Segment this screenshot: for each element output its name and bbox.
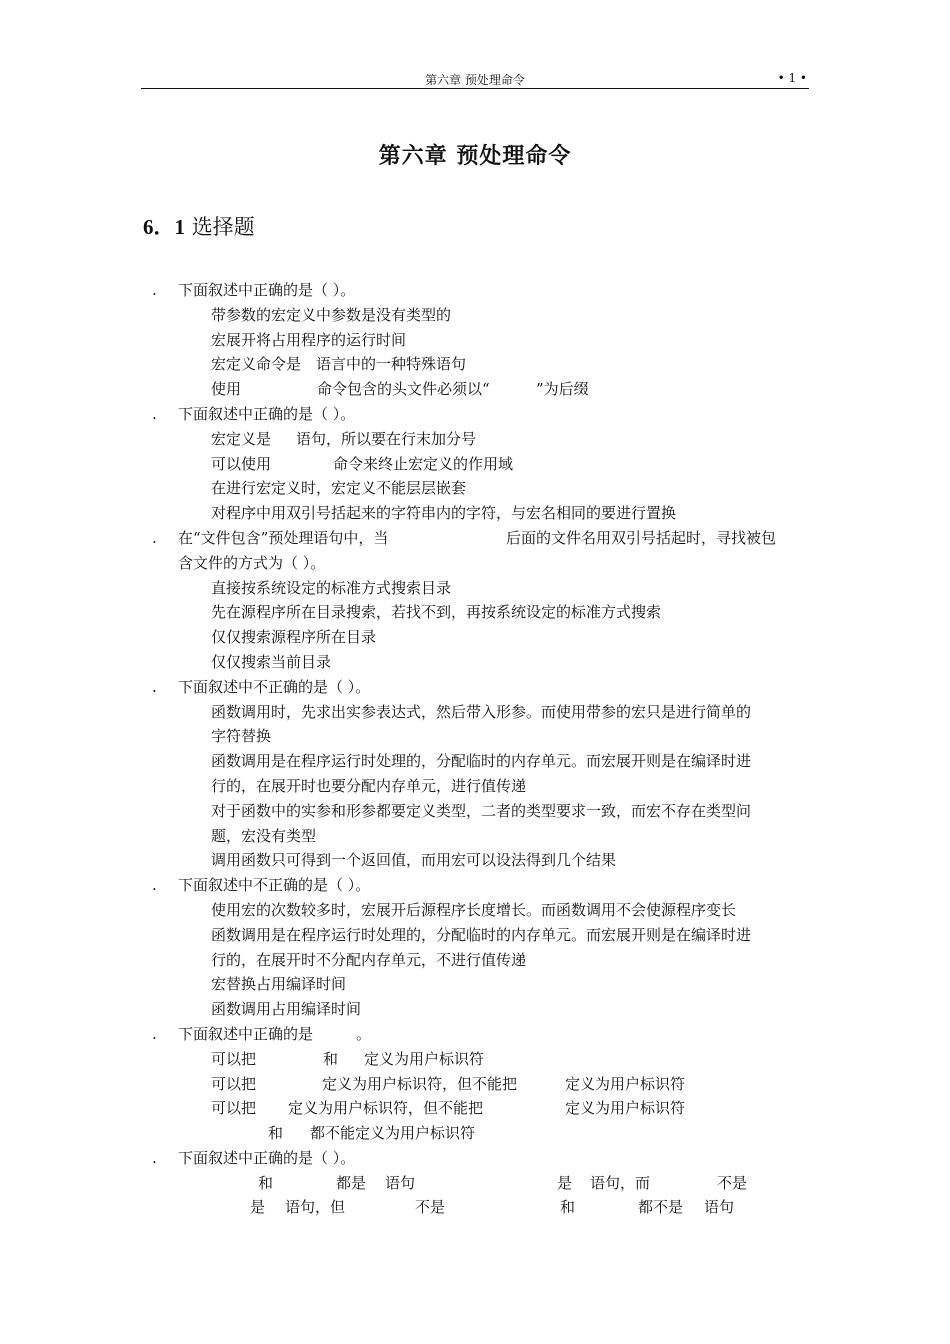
question-list <box>0 278 950 1220</box>
option-line <box>0 997 950 1022</box>
line-text: 都是 <box>336 1173 367 1192</box>
option-line <box>0 923 950 948</box>
option-line <box>0 476 950 501</box>
line-text: 字符替换 <box>211 727 272 746</box>
line-text: 行的，在展开时不分配内存单元，不进行值传递 <box>211 950 527 969</box>
line-text: 使用宏的次数较多时，宏展开后源程序长度增长。而函数调用不会使源程序变长 <box>211 900 737 919</box>
line-text: 先在源程序所在目录搜索，若找不到，再按系统设定的标准方式搜索 <box>211 603 662 622</box>
line-text: 宏替换占用编译时间 <box>211 975 347 994</box>
option-line <box>0 600 950 625</box>
line-text: 定义为用户标识符，但不能把 <box>288 1099 484 1118</box>
question-line <box>0 675 950 700</box>
line-text: 是 <box>557 1173 573 1192</box>
line-text: 函数调用是在程序运行时处理的，分配临时的内存单元。而宏展开则是在编译时进 <box>211 925 752 944</box>
option-line <box>0 1047 950 1072</box>
line-text: 可以把 <box>211 1074 257 1093</box>
line-text: 语言中的一种特殊语句 <box>316 355 467 374</box>
question-line <box>0 402 950 427</box>
line-text: 下面叙述中正确的是（ ）。 <box>178 404 356 423</box>
line-text: 行的，在展开时也要分配内存单元，进行值传递 <box>211 776 527 795</box>
line-text: 下面叙述中正确的是（ ）。 <box>178 1148 356 1167</box>
question-bullet: . <box>152 1024 157 1043</box>
continuation-line <box>0 551 950 576</box>
line-text: 语句，但 <box>285 1198 346 1217</box>
line-text: 语句，而 <box>590 1173 651 1192</box>
line-text: 后面的文件名用双引号括起时，寻找被包 <box>506 528 777 547</box>
line-text: 定义为用户标识符 <box>364 1049 485 1068</box>
line-text: 定义为用户标识符，但不能把 <box>322 1074 518 1093</box>
option-line <box>0 1072 950 1097</box>
option-line <box>0 501 950 526</box>
option-line <box>0 328 950 353</box>
section-heading <box>143 211 255 241</box>
line-text: 对于函数中的实参和形参都要定义类型，二者的类型要求一致，而宏不存在类型问 <box>211 801 752 820</box>
line-text: 不是 <box>415 1198 446 1217</box>
line-text: 宏展开将占用程序的运行时间 <box>211 330 407 349</box>
question-line <box>0 1022 950 1047</box>
option-line <box>0 303 950 328</box>
question-line <box>0 873 950 898</box>
question-bullet: . <box>152 677 157 696</box>
question-bullet: . <box>152 876 157 895</box>
line-text: 宏定义是 <box>211 429 272 448</box>
line-text: 定义为用户标识符 <box>565 1099 686 1118</box>
option-line <box>0 452 950 477</box>
question-line <box>0 278 950 303</box>
line-text: 仅仅搜索源程序所在目录 <box>211 628 377 647</box>
option-line <box>0 799 950 824</box>
line-text: 下面叙述中正确的是 <box>178 1024 314 1043</box>
line-text: 使用 <box>211 380 242 399</box>
line-text: 对程序中用双引号括起来的字符串内的字符，与宏名相同的要进行置换 <box>211 504 677 523</box>
line-text: 和 <box>258 1173 274 1192</box>
line-text: 语句 <box>704 1198 735 1217</box>
question-line <box>0 526 950 551</box>
line-text: 。 <box>356 1024 372 1043</box>
option-line <box>0 898 950 923</box>
line-text: 在“文件包含”预处理语句中，当 <box>178 528 389 547</box>
line-text: 可以使用 <box>211 454 272 473</box>
line-text: 和 <box>323 1049 339 1068</box>
line-text: 在进行宏定义时，宏定义不能层层嵌套 <box>211 479 467 498</box>
line-text: 下面叙述中正确的是（ ）。 <box>178 281 356 299</box>
line-text: 可以把 <box>211 1049 257 1068</box>
option-line <box>0 749 950 774</box>
line-text: 定义为用户标识符 <box>565 1074 686 1093</box>
line-text: ”为后缀 <box>536 380 589 399</box>
line-text: 可以把 <box>211 1099 257 1118</box>
continuation-line <box>0 774 950 799</box>
question-line <box>0 1146 950 1171</box>
header-title: 第六章 预处理命令 <box>425 73 525 87</box>
continuation-line <box>0 824 950 849</box>
line-text: 命令包含的头文件必须以“ <box>317 380 490 399</box>
option-line <box>0 576 950 601</box>
line-text: 语句，所以要在行末加分号 <box>296 429 477 448</box>
line-text: 宏定义命令是 <box>211 355 302 374</box>
line-text: 函数调用时，先求出实参表达式，然后带入形参。而使用带参的宏只是进行简单的 <box>211 702 752 721</box>
line-text: 是 <box>250 1198 266 1217</box>
option-line <box>0 1121 950 1146</box>
option-line <box>0 650 950 675</box>
line-text: 语句 <box>385 1173 416 1192</box>
option-line <box>0 1096 950 1121</box>
section-number: 6．1 <box>143 215 185 239</box>
line-text: 含文件的方式为（ ）。 <box>178 553 326 572</box>
line-text: 命令来终止宏定义的作用域 <box>333 454 514 473</box>
option-line <box>0 427 950 452</box>
question-bullet: . <box>152 404 157 423</box>
line-text: 函数调用占用编译时间 <box>211 1000 362 1019</box>
line-text: 调用函数只可得到一个返回值，而用宏可以设法得到几个结果 <box>211 851 617 870</box>
option-line <box>0 848 950 873</box>
line-text: 不是 <box>717 1173 748 1192</box>
continuation-line <box>0 948 950 973</box>
question-bullet: . <box>152 1148 157 1167</box>
option-line <box>0 377 950 402</box>
option-line <box>0 352 950 377</box>
line-text: 下面叙述中不正确的是（ ）。 <box>178 677 371 696</box>
line-text: 带参数的宏定义中参数是没有类型的 <box>211 305 452 324</box>
line-text: 直接按系统设定的标准方式搜索目录 <box>211 578 452 597</box>
running-header <box>141 70 809 89</box>
option-line <box>0 972 950 997</box>
line-text: 和 <box>560 1198 576 1217</box>
line-text: 都不是 <box>638 1198 684 1217</box>
line-text: 都不能定义为用户标识符 <box>310 1124 476 1143</box>
line-text: 和 <box>268 1124 284 1143</box>
option-line <box>0 1195 950 1220</box>
question-bullet: . <box>152 528 157 547</box>
page-number: • 1 • <box>777 71 807 85</box>
option-line <box>0 1171 950 1196</box>
chapter-title: 第六章 预处理命令 <box>378 144 572 169</box>
line-text: 题，宏没有类型 <box>211 826 317 845</box>
continuation-line <box>0 724 950 749</box>
option-line <box>0 625 950 650</box>
line-text: 下面叙述中不正确的是（ ）。 <box>178 876 371 895</box>
option-line <box>0 700 950 725</box>
line-text: 函数调用是在程序运行时处理的，分配临时的内存单元。而宏展开则是在编译时进 <box>211 752 752 771</box>
question-bullet: . <box>152 281 157 299</box>
line-text: 仅仅搜索当前目录 <box>211 652 332 671</box>
section-label: 选择题 <box>191 215 255 239</box>
